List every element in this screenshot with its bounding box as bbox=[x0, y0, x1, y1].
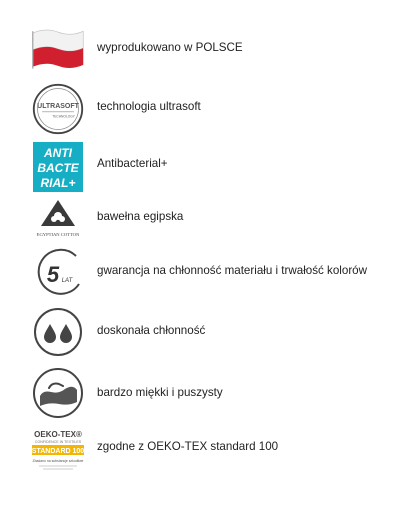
svg-text:BACTE: BACTE bbox=[37, 161, 79, 175]
feature-label: technologia ultrasoft bbox=[97, 100, 201, 113]
five-years-badge-icon bbox=[29, 246, 87, 298]
svg-text:RIAL+: RIAL+ bbox=[40, 176, 76, 190]
svg-text:TECHNOLOGY: TECHNOLOGY bbox=[52, 114, 75, 119]
feature-warranty bbox=[0, 246, 406, 298]
feature-label: doskonała chłonność bbox=[97, 324, 206, 337]
feature-label: Antibacterial+ bbox=[97, 157, 168, 170]
antibacterial-badge-icon bbox=[29, 142, 87, 192]
poland-flag-icon bbox=[29, 24, 87, 74]
feature-label: wyprodukowano w POLSCE bbox=[97, 41, 243, 54]
feature-label: gwarancja na chłonność materiału i trwałość kolorów bbox=[97, 264, 368, 277]
feature-made-in-poland bbox=[0, 24, 406, 74]
svg-text:ULTRASOFT: ULTRASOFT bbox=[37, 103, 79, 111]
svg-text:5: 5 bbox=[46, 262, 60, 287]
feature-absorbency bbox=[0, 306, 406, 358]
feature-label: bardzo miękki i puszysty bbox=[97, 386, 223, 399]
feature-antibacterial bbox=[0, 142, 406, 192]
svg-text:CONFIDENCE IN TEXTILES: CONFIDENCE IN TEXTILES bbox=[34, 440, 82, 444]
oeko-tex-label-icon bbox=[29, 428, 87, 472]
svg-text:STANDARD 100: STANDARD 100 bbox=[31, 448, 85, 455]
water-drops-icon bbox=[29, 306, 87, 358]
svg-text:Zbadano na substancje szkodliw: Zbadano na substancje szkodliwe bbox=[32, 459, 84, 463]
feature-label: zgodne z OEKO-TEX standard 100 bbox=[97, 440, 279, 453]
soft-cushion-icon bbox=[29, 366, 87, 420]
svg-text:EGYPTIAN COTTON: EGYPTIAN COTTON bbox=[36, 232, 80, 237]
egyptian-cotton-icon bbox=[29, 196, 87, 240]
feature-oeko-tex bbox=[0, 428, 406, 472]
feature-egyptian-cotton bbox=[0, 196, 406, 240]
feature-ultrasoft bbox=[0, 80, 406, 138]
feature-softness bbox=[0, 366, 406, 420]
svg-text:ANTI: ANTI bbox=[44, 146, 72, 160]
ultrasoft-badge-icon bbox=[29, 82, 87, 136]
feature-label: bawełna egipska bbox=[97, 210, 184, 223]
svg-text:OEKO-TEX®: OEKO-TEX® bbox=[34, 430, 82, 439]
svg-text:LAT: LAT bbox=[61, 278, 73, 284]
